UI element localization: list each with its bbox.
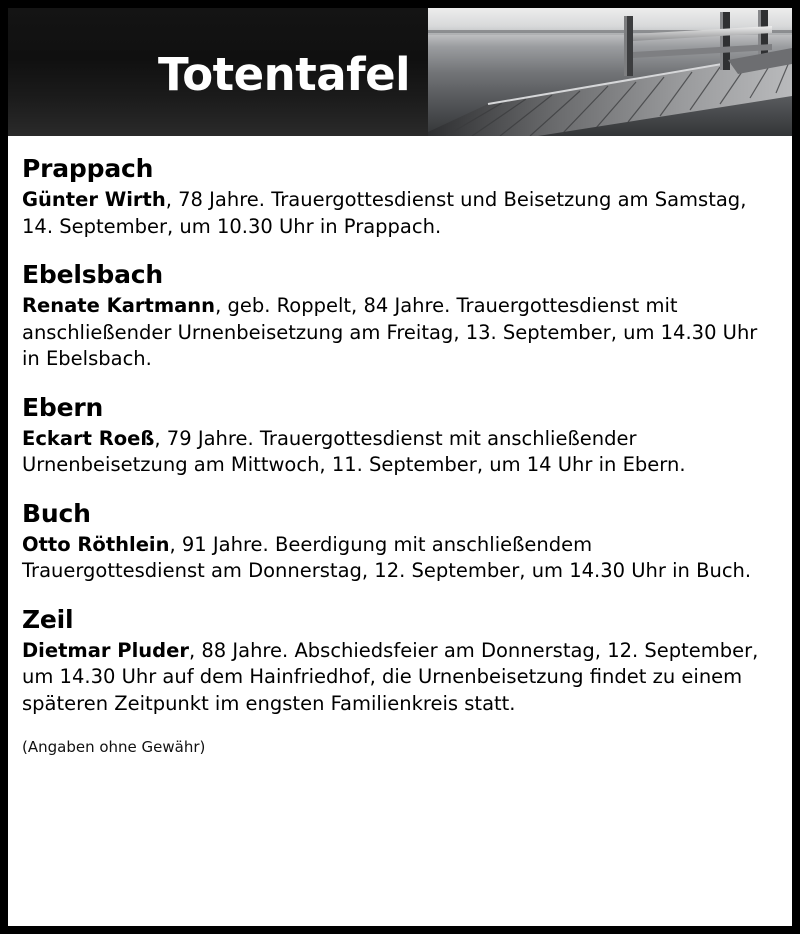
entry-name: Eckart Roeß (22, 426, 155, 450)
entry-age: , 78 Jahre. (165, 188, 266, 211)
pier-photo-illustration (428, 8, 792, 136)
entry-detail (22, 532, 778, 585)
header-banner (8, 8, 792, 136)
obituary-entry (22, 499, 778, 585)
entry-detail (22, 426, 778, 479)
entry-text: Beerdigung mit anschließendem Trauergottesdienst am Donnerstag, 12. September, um 14.30 Uhr in Buch. (22, 532, 752, 582)
entry-name: Otto Röthlein (22, 532, 170, 556)
obituary-entry (22, 393, 778, 479)
entry-place: Ebern (22, 392, 104, 422)
obituary-entry (22, 154, 778, 240)
entry-name: Günter Wirth (22, 188, 166, 211)
entry-detail (22, 638, 778, 718)
entry-age: , geb. Roppelt, 84 Jahre. (215, 294, 451, 317)
entry-text: Trauergottesdienst und Beisetzung am Samstag, 14. September, um 10.30 Uhr in Prappach. (22, 188, 747, 238)
entry-age: , 91 Jahre. (169, 532, 269, 556)
entry-age: , 88 Jahre. (188, 638, 289, 662)
entry-detail (22, 187, 778, 240)
entry-name: Renate Kartmann (22, 294, 216, 317)
page-title: Totentafel (158, 48, 411, 101)
entry-text: Trauergottesdienst mit anschließender Urnenbeisetzung am Freitag, 13. September, um 14.30 Uhr in Ebelsbach. (22, 294, 758, 370)
obituary-entry (22, 260, 778, 373)
entry-text: Abschiedsfeier am Donnerstag, 12. September, um 14.30 Uhr auf dem Hainfriedhof, die Urnenbeisetzung findet zu einem späteren Zeitpunkt im engsten Familienkreis statt. (22, 638, 759, 715)
entry-age: , 79 Jahre. (154, 426, 254, 450)
entry-place: Zeil (22, 604, 74, 634)
disclaimer: (Angaben ohne Gewähr) (22, 738, 206, 756)
obituary-list (8, 136, 792, 757)
obituary-entry (22, 605, 778, 718)
entry-place: Prappach (22, 154, 154, 183)
entry-place: Buch (22, 498, 91, 528)
entry-place: Ebelsbach (22, 260, 163, 289)
notice-sheet (8, 8, 792, 926)
entry-text: Trauergottesdienst mit anschließender Urnenbeisetzung am Mittwoch, 11. September, um 14 Uhr in Ebern. (22, 426, 686, 476)
entry-name: Dietmar Pluder (22, 638, 189, 662)
entry-detail (22, 293, 778, 373)
